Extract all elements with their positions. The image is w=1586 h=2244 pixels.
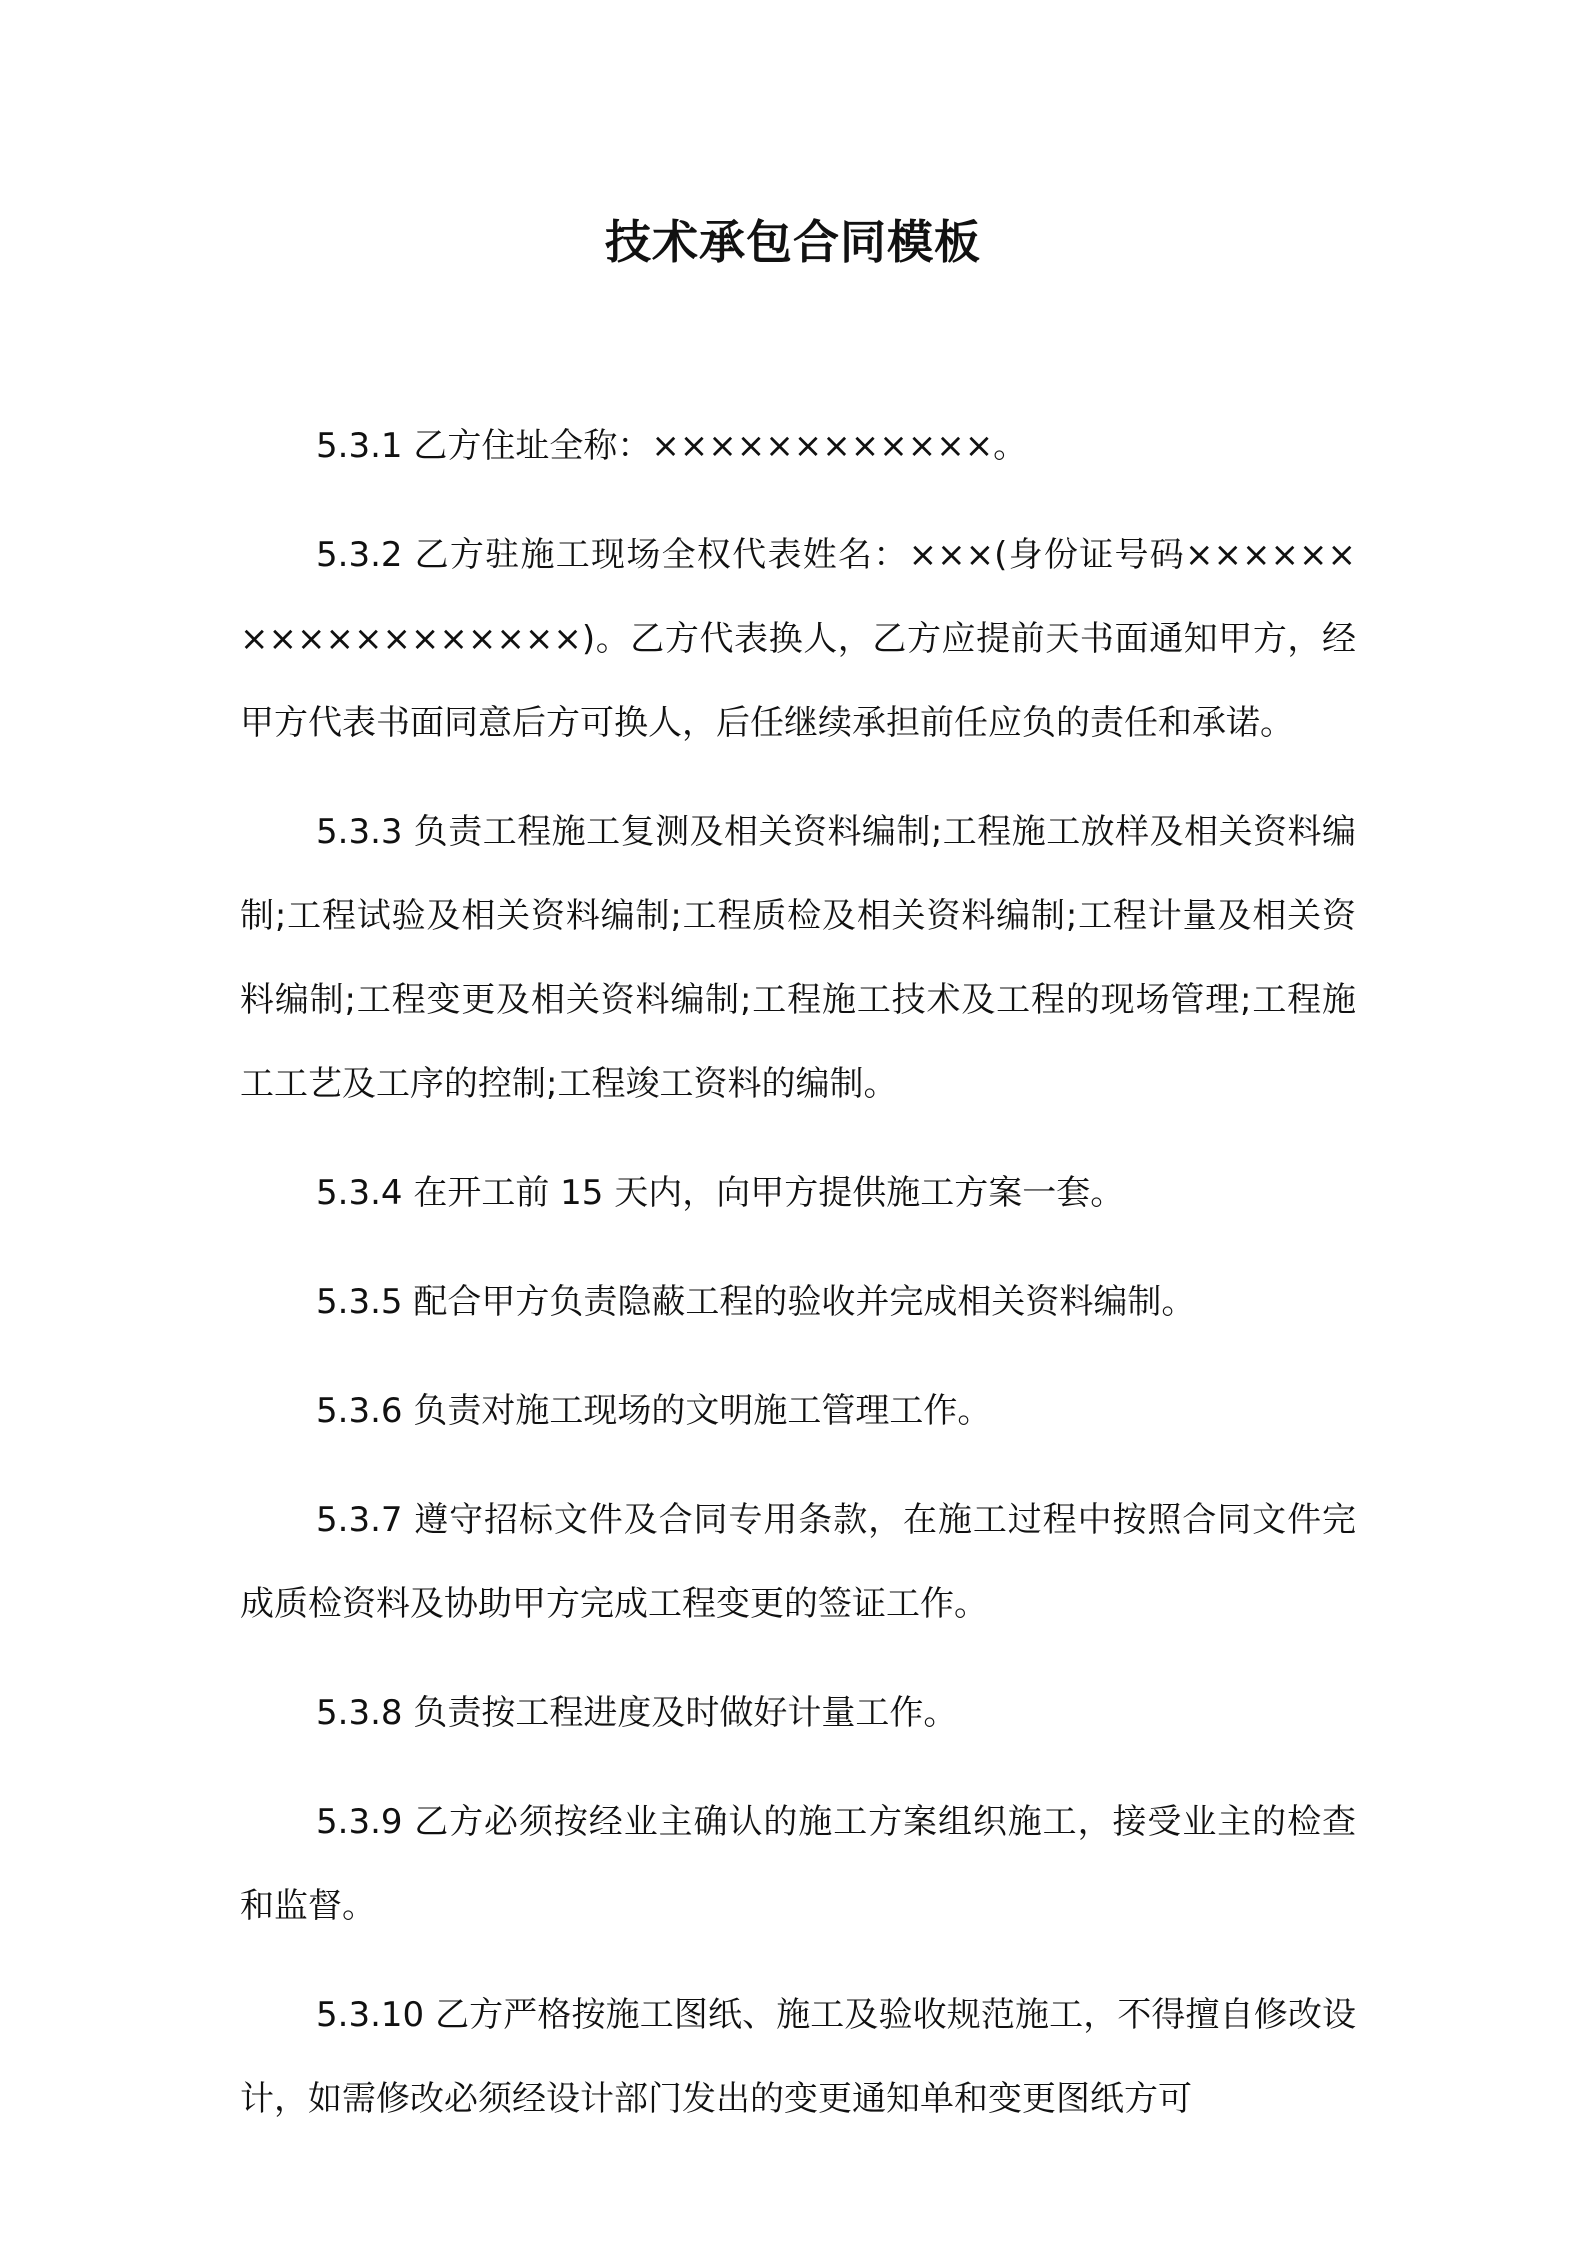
clause-5-3-9: 5.3.9 乙方必须按经业主确认的施工方案组织施工，接受业主的检查和监督。 xyxy=(240,1802,1356,1926)
clause-5-3-5: 5.3.5 配合甲方负责隐蔽工程的验收并完成相关资料编制。 xyxy=(316,1282,1196,1322)
clause-5-3-2: 5.3.2 乙方驻施工现场全权代表姓名：×××(身份证号码××××××××××××××××××)。乙方代表换人，乙方应提前天书面通知甲方，经甲方代表书面同意后方可换人，后任继续承担前任应负的责任和承诺。 xyxy=(240,535,1356,743)
document-body xyxy=(240,404,1356,2166)
clause-5-3-8: 5.3.8 负责按工程进度及时做好计量工作。 xyxy=(316,1693,958,1733)
document-title: 技术承包合同模板 xyxy=(605,215,981,269)
clause-5-3-4: 5.3.4 在开工前 15 天内，向甲方提供施工方案一套。 xyxy=(316,1173,1125,1213)
clause-5-3-6: 5.3.6 负责对施工现场的文明施工管理工作。 xyxy=(316,1391,992,1431)
clause-5-3-1: 5.3.1 乙方住址全称：××××××××××××。 xyxy=(316,426,1028,466)
clause-5-3-7: 5.3.7 遵守招标文件及合同专用条款，在施工过程中按照合同文件完成质检资料及协助甲方完成工程变更的签证工作。 xyxy=(240,1500,1356,1624)
clause-5-3-10: 5.3.10 乙方严格按施工图纸、施工及验收规范施工，不得擅自修改设计，如需修改必须经设计部门发出的变更通知单和变更图纸方可 xyxy=(240,1995,1356,2119)
clause-5-3-3: 5.3.3 负责工程施工复测及相关资料编制;工程施工放样及相关资料编制;工程试验及相关资料编制;工程质检及相关资料编制;工程计量及相关资料编制;工程变更及相关资料编制;工程施工技术及工程的现场管理;工程施工工艺及工序的控制;工程竣工资料的编制。 xyxy=(240,812,1356,1104)
